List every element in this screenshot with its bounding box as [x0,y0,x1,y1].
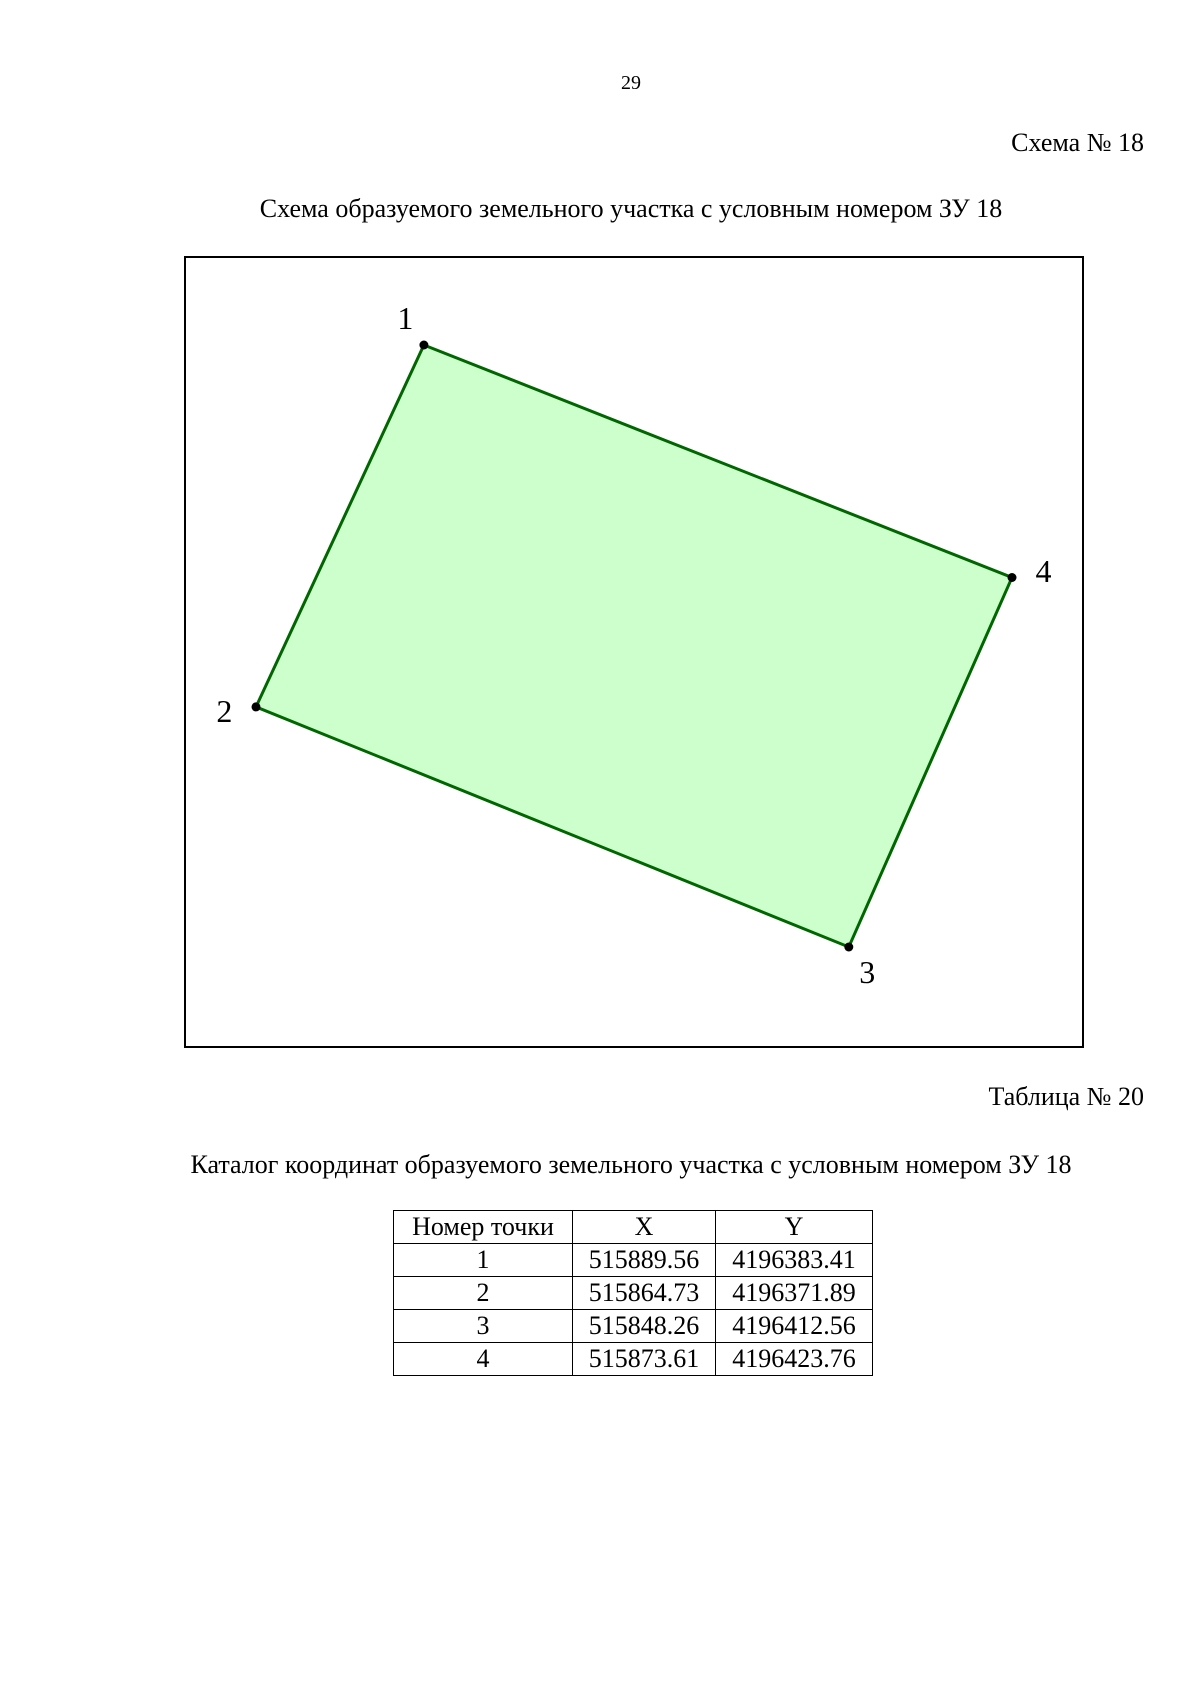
cell-y: 4196383.41 [716,1244,873,1277]
cell-point-number: 3 [394,1310,573,1343]
page-number: 29 [621,72,641,94]
vertex-point-1 [419,341,428,350]
header-point-number: Номер точки [394,1211,573,1244]
header-y: Y [716,1211,873,1244]
vertex-label-4: 4 [1035,552,1052,589]
table-title: Каталог координат образуемого земельного участка с условным номером ЗУ 18 [190,1150,1072,1179]
vertex-label-1: 1 [397,299,414,336]
cell-y: 4196423.76 [716,1343,873,1376]
vertex-point-4 [1008,573,1017,582]
table-row [394,1277,873,1310]
cell-point-number: 4 [394,1343,573,1376]
cell-x: 515848.26 [573,1310,716,1343]
table-header-row [394,1211,873,1244]
table-label: Таблица № 20 [988,1082,1144,1111]
land-plot-diagram [184,256,1084,1048]
vertex-point-2 [252,702,261,711]
cell-point-number: 1 [394,1244,573,1277]
cell-x: 515889.56 [573,1244,716,1277]
table-row [394,1343,873,1376]
vertex-point-3 [844,943,853,952]
table-row [394,1310,873,1343]
land-plot-polygon [256,345,1012,947]
vertex-label-2: 2 [216,693,233,730]
land-plot-svg [186,258,1082,1046]
scheme-title: Схема образуемого земельного участка с условным номером ЗУ 18 [259,194,1003,223]
vertex-label-3: 3 [859,954,876,991]
coordinates-table [393,1210,873,1376]
cell-y: 4196412.56 [716,1310,873,1343]
cell-x: 515873.61 [573,1343,716,1376]
header-x: X [573,1211,716,1244]
table-row [394,1244,873,1277]
cell-point-number: 2 [394,1277,573,1310]
cell-x: 515864.73 [573,1277,716,1310]
scheme-label: Схема № 18 [1011,128,1144,157]
cell-y: 4196371.89 [716,1277,873,1310]
